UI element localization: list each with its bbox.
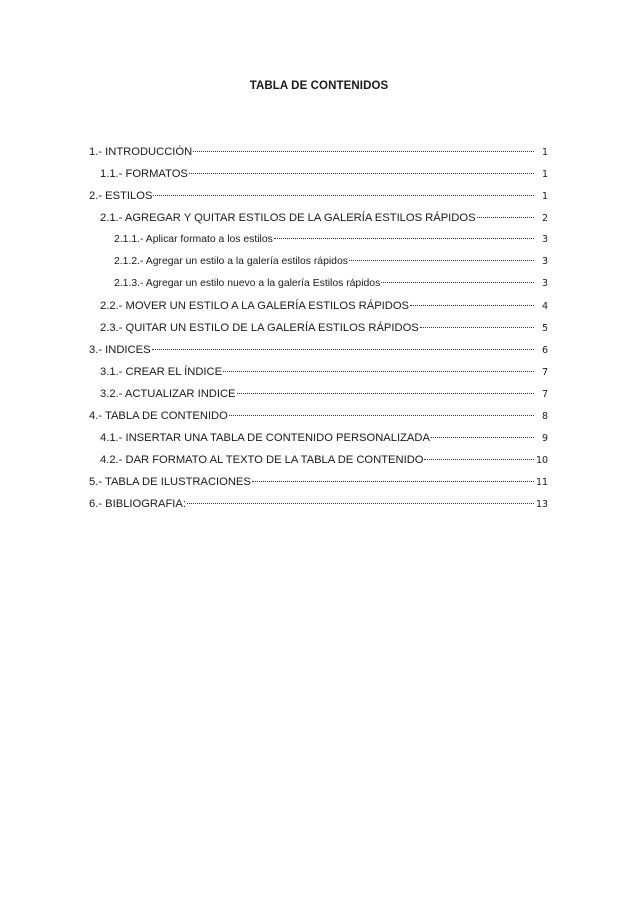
toc-page-number: 3 <box>541 278 548 289</box>
toc-dot-leader <box>410 305 534 306</box>
toc-entry-text: 1.- INTRODUCCIÓN <box>89 146 193 158</box>
toc-entry[interactable] <box>89 229 548 251</box>
toc-entry[interactable] <box>89 493 548 515</box>
toc-entry[interactable] <box>89 295 548 317</box>
toc-entry-text: 2.1.3.- Agregar un estilo nuevo a la galería Estilos rápidos <box>114 278 381 289</box>
toc-entry-text: 2.1.- AGREGAR Y QUITAR ESTILOS DE LA GALERÍA ESTILOS RÁPIDOS <box>100 212 476 224</box>
toc-dot-leader <box>420 327 534 328</box>
toc-entry[interactable] <box>89 141 548 163</box>
toc-entry-text: 1.1.- FORMATOS <box>100 168 188 180</box>
toc-dot-leader <box>193 151 534 152</box>
toc-entry[interactable] <box>89 383 548 405</box>
toc-dot-leader <box>252 481 534 482</box>
toc-entry[interactable] <box>89 163 548 185</box>
toc-dot-leader <box>229 415 534 416</box>
toc-entry[interactable] <box>89 273 548 295</box>
toc-dot-leader <box>274 238 534 239</box>
toc-page-number: 3 <box>541 256 548 267</box>
toc-page-number: 9 <box>541 433 548 444</box>
toc-entry-text: 2.1.2.- Agregar un estilo a la galería estilos rápidos <box>114 256 348 267</box>
toc-dot-leader <box>431 437 534 438</box>
toc-page-number: 7 <box>541 389 548 400</box>
toc-dot-leader <box>237 393 534 394</box>
toc-dot-leader <box>223 371 534 372</box>
toc-entry-text: 4.2.- DAR FORMATO AL TEXTO DE LA TABLA DE CONTENIDO <box>100 454 424 466</box>
toc-entry-text: 4.1.- INSERTAR UNA TABLA DE CONTENIDO PERSONALIZADA <box>100 432 430 444</box>
toc-page-number: 1 <box>541 169 548 180</box>
toc-entry[interactable] <box>89 361 548 383</box>
toc-list <box>89 141 548 515</box>
toc-dot-leader <box>153 195 534 196</box>
toc-entry[interactable] <box>89 471 548 493</box>
toc-entry[interactable] <box>89 185 548 207</box>
toc-entry-text: 2.1.1.- Aplicar formato a los estilos <box>114 234 273 245</box>
toc-page-number: 13 <box>536 499 549 510</box>
toc-page-number: 1 <box>541 147 548 158</box>
toc-dot-leader <box>381 282 534 283</box>
toc-page-number: 11 <box>536 477 549 488</box>
toc-page-number: 5 <box>541 323 548 334</box>
toc-page-number: 10 <box>536 455 549 466</box>
toc-entry[interactable] <box>89 251 548 273</box>
toc-entry-text: 6.- BIBLIOGRAFIA: <box>89 498 186 510</box>
toc-dot-leader <box>424 459 534 460</box>
toc-entry-text: 3.2.- ACTUALIZAR INDICE <box>100 388 236 400</box>
toc-page-number: 6 <box>541 345 548 356</box>
toc-entry[interactable] <box>89 405 548 427</box>
toc-page-number: 4 <box>541 301 548 312</box>
toc-dot-leader <box>189 173 534 174</box>
toc-entry-text: 3.- INDICES <box>89 344 151 356</box>
toc-entry-text: 2.3.- QUITAR UN ESTILO DE LA GALERÍA ESTILOS RÁPIDOS <box>100 322 419 334</box>
toc-entry-text: 3.1.- CREAR EL ÍNDICE <box>100 366 223 378</box>
toc-entry[interactable] <box>89 449 548 471</box>
toc-entry-text: 5.- TABLA DE ILUSTRACIONES <box>89 476 251 488</box>
toc-title: TABLA DE CONTENIDOS <box>249 80 389 92</box>
toc-page-number: 8 <box>541 411 548 422</box>
toc-dot-leader <box>152 349 534 350</box>
toc-dot-leader <box>349 260 534 261</box>
toc-dot-leader <box>187 503 534 504</box>
toc-page-number: 2 <box>541 213 548 224</box>
toc-page-number: 7 <box>541 367 548 378</box>
toc-entry-text: 2.2.- MOVER UN ESTILO A LA GALERÍA ESTILOS RÁPIDOS <box>100 300 410 312</box>
toc-entry[interactable] <box>89 339 548 361</box>
toc-entry-text: 4.- TABLA DE CONTENIDO <box>89 410 228 422</box>
toc-page-number: 1 <box>541 191 548 202</box>
toc-entry[interactable] <box>89 427 548 449</box>
toc-dot-leader <box>477 217 534 218</box>
toc-entry[interactable] <box>89 317 548 339</box>
toc-entry[interactable] <box>89 207 548 229</box>
toc-page-number: 3 <box>541 234 548 245</box>
toc-entry-text: 2.- ESTILOS <box>89 190 153 202</box>
